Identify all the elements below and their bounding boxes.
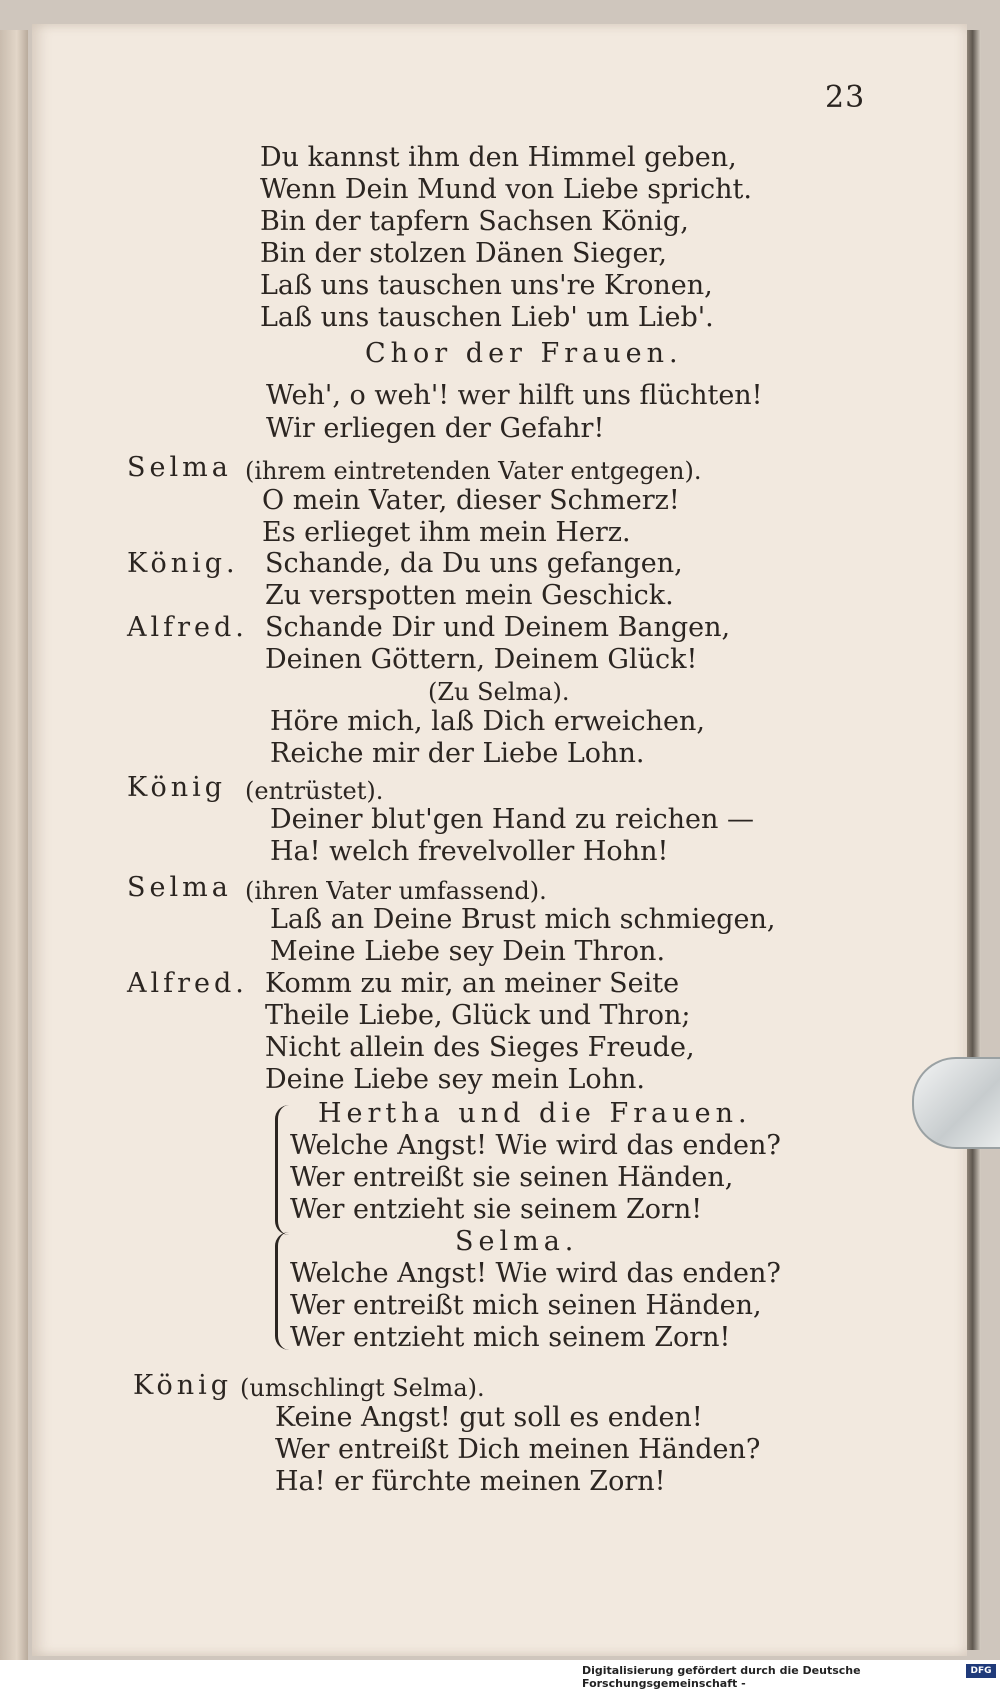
previous-page-edge [0,30,28,1660]
verse-line: Ha! welch frevelvoller Hohn! [270,836,669,867]
section-heading: Chor der Frauen. [365,338,683,369]
section-heading: Hertha und die Frauen. [318,1098,752,1129]
verse-line: Laß uns tauschen Lieb' um Lieb'. [260,302,714,333]
dfg-logo: DFG [966,1664,996,1678]
footer-credit: Digitalisierung gefördert durch die Deutsche Forschungsgemeinschaft - [582,1664,861,1690]
verse-line: Welche Angst! Wie wird das enden? [290,1130,781,1161]
verse-line: Komm zu mir, an meiner Seite [265,968,680,999]
speaker-name: Alfred. [127,612,248,643]
verse-line: Laß uns tauschen uns're Kronen, [260,270,713,301]
verse-line: Wer entzieht sie seinem Zorn! [290,1194,703,1225]
verse-line: Bin der stolzen Dänen Sieger, [260,238,667,269]
verse-line: O mein Vater, dieser Schmerz! [262,485,680,516]
verse-line: Deine Liebe sey mein Lohn. [265,1064,646,1095]
verse-line: Zu verspotten mein Geschick. [265,580,674,611]
verse-line: Weh', o weh'! wer hilft uns flüchten! [266,380,763,411]
verse-line: Schande, da Du uns gefangen, [265,548,683,579]
verse-line: Keine Angst! gut soll es enden! [275,1402,703,1433]
speaker-name: König [133,1370,233,1401]
verse-line: Deiner blut'gen Hand zu reichen — [270,804,755,835]
verse-line: Reiche mir der Liebe Lohn. [270,738,645,769]
verse-line: Höre mich, laß Dich erweichen, [270,706,705,737]
speaker-name: König. [127,548,239,579]
stage-direction: (entrüstet). [245,777,384,805]
verse-line: Wer entreißt Dich meinen Händen? [275,1434,761,1465]
verse-line: Theile Liebe, Glück und Thron; [265,1000,691,1031]
page-stack-edge [967,30,981,1650]
stage-direction: (ihren Vater umfassend). [245,877,547,905]
verse-line: Wer entreißt mich seinen Händen, [290,1290,762,1321]
verse-line: Deinen Göttern, Deinem Glück! [265,644,698,675]
stage-direction: (ihrem eintretenden Vater entgegen). [245,457,702,485]
section-heading: Selma. [455,1226,579,1257]
brace-selma-chorus [275,1232,294,1350]
verse-line: Schande Dir und Deinem Bangen, [265,612,731,643]
verse-line: Meine Liebe sey Dein Thron. [270,936,666,967]
stage-direction: (Zu Selma). [428,678,570,706]
verse-line: Wer entzieht mich seinem Zorn! [290,1322,731,1353]
verse-line: Bin der tapfern Sachsen König, [260,206,689,237]
verse-line: Nicht allein des Sieges Freude, [265,1032,695,1063]
verse-line: Wer entreißt sie seinen Händen, [290,1162,734,1193]
verse-line: Wenn Dein Mund von Liebe spricht. [260,174,752,205]
stage-direction: (umschlingt Selma). [240,1374,485,1402]
speaker-name: Selma [127,872,232,903]
page-clip-icon [912,1057,1000,1149]
verse-line: Ha! er fürchte meinen Zorn! [275,1466,666,1497]
speaker-name: Alfred. [127,968,248,999]
verse-line: Welche Angst! Wie wird das enden? [290,1258,781,1289]
verse-line: Laß an Deine Brust mich schmiegen, [270,904,776,935]
verse-line: Es erlieget ihm mein Herz. [262,517,631,548]
verse-line: Du kannst ihm den Himmel geben, [260,142,737,173]
speaker-name: König [127,772,227,803]
speaker-name: Selma [127,452,232,483]
brace-hertha-chorus [275,1105,294,1235]
verse-line: Wir erliegen der Gefahr! [266,413,605,444]
page-number: 23 [825,80,866,115]
